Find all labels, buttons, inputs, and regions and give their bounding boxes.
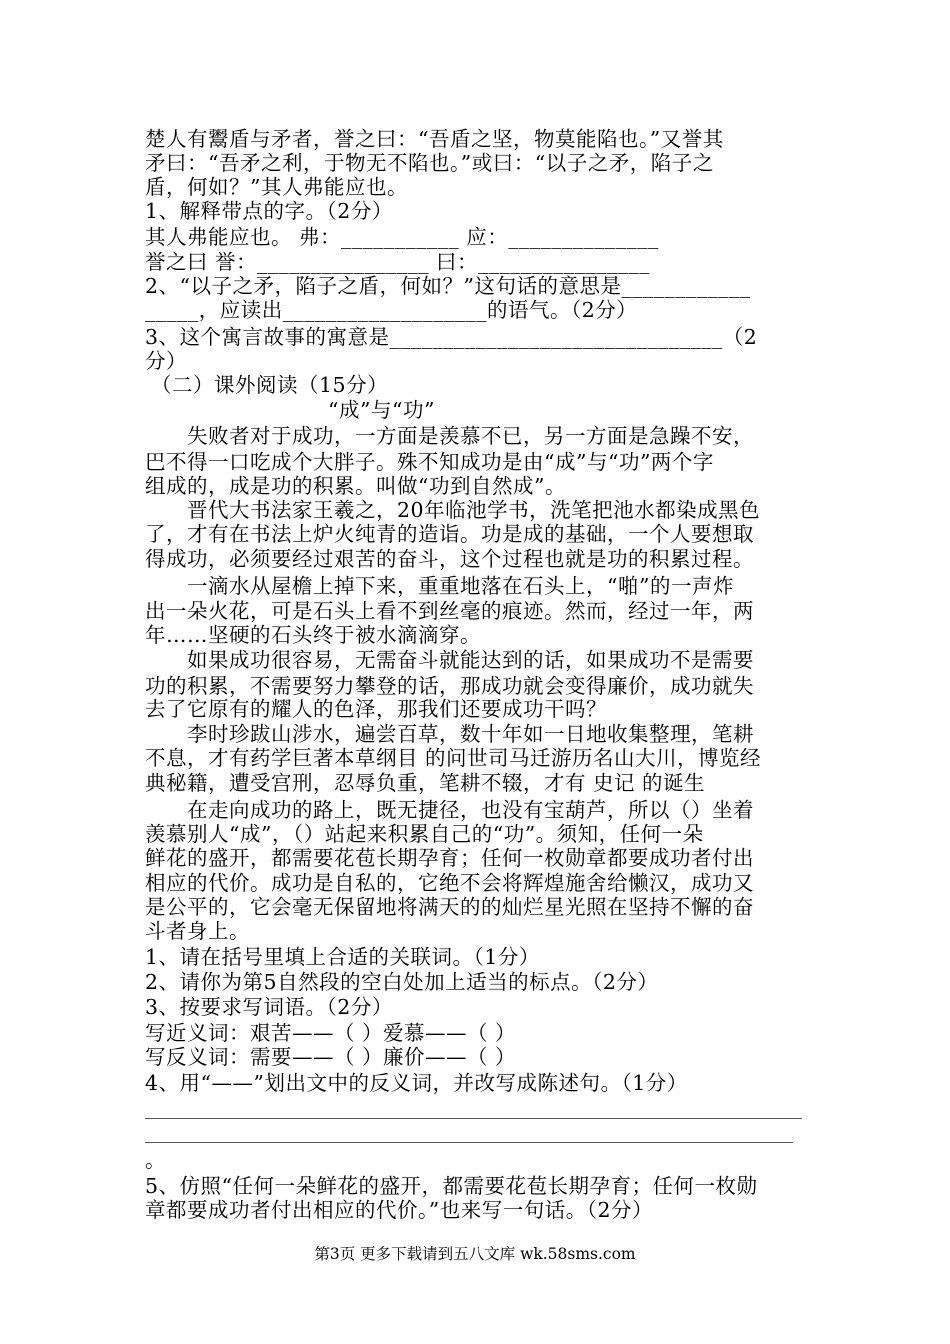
question-3: 3、这个寓言故事的寓意是_______________________________（2 [145,325,758,349]
paragraph-line: 不息，才有药学巨著本草纲目 的问世司马迁游历名山大川，博览经 [145,746,762,770]
paragraph-line: 相应的代价。成功是自私的，它绝不会将辉煌施舍给懒汉，成功又 [145,871,754,895]
paragraph-line: 是公平的，它会毫无保留地将满天的的灿烂星光照在坚持不懈的奋 [145,895,754,919]
paragraph-line: 得成功，必须要经过艰苦的奋斗，这个过程也就是功的积累过程。 [145,547,754,571]
paragraph-line: 李时珍跋山涉水，遍尝百草，数十年如一日地收集整理，笔耕 [187,722,754,746]
paragraph-line: 鲜花的盛开，都需要花苞长期孕育；任何一枚勋章都要成功者付出 [145,846,754,870]
paragraph-line: 晋代大书法家王羲之，20年临池学书，洗笔把池水都染成黑色 [187,498,761,522]
paragraph-line: 如果成功很容易，无需奋斗就能达到的话，如果成功不是需要 [187,648,754,672]
paragraph-line: 在走向成功的路上，既无捷径，也没有宝葫芦，所以（）坐着 [187,798,754,822]
passage-line: 矛曰：“吾矛之利，于物无不陷也。”或曰：“以子之矛，陷子之 [145,151,714,175]
answer-rule [145,1118,802,1119]
question-2-cont: _____，应读出___________________的语气。（2分） [145,298,638,322]
paragraph-line: 去了它原有的耀人的色泽，那我们还要成功干吗？ [145,697,607,721]
paragraph-line: 出一朵火花，可是石头上看不到丝毫的痕迹。然而，经过一年，两 [145,599,754,623]
paragraph-line: 羡慕别人“成”，（）站起来积累自己的“功”。须知，任何一朵 [145,822,704,846]
paragraph-line: 了，才有在书法上炉火纯青的造诣。功是成的基础，一个人要想取 [145,522,754,546]
exercise-3-synonyms: 写近义词：艰苦——（ ）爱慕——（ ） [145,1021,517,1045]
paragraph-line: 年……坚硬的石头终于被水滴滴穿。 [145,623,481,647]
exercise-1: 1、请在括号里填上合适的关联词。（1分） [145,945,540,969]
paragraph-line: 组成的，成是功的积累。叫做“功到自然成”。 [145,474,566,498]
exercise-5-cont: 章都要成功者付出相应的代价。”也来写一句话。（2分） [145,1198,654,1222]
exercise-3: 3、按要求写词语。（2分） [145,995,393,1019]
article-title: “成”与“功” [328,398,435,422]
exercise-3-antonyms: 写反义词：需要——（ ）廉价——（ ） [145,1045,517,1069]
passage-line: 楚人有鬻盾与矛者，誉之曰：“吾盾之坚，物莫能陷也。”又誉其 [145,127,724,151]
answer-line: 誉之曰 誉：________________ 曰：________________ [145,250,651,274]
section-heading: （二）课外阅读（15分） [151,373,389,397]
exercise-5: 5、仿照“任何一朵鲜花的盛开，都需要花苞长期孕育；任何一枚勋 [145,1174,758,1198]
paragraph-line: 一滴水从屋檐上掉下来，重重地落在石头上，“啪”的一声炸 [187,574,734,598]
paragraph-line: 巴不得一口吃成个大胖子。殊不知成功是由“成”与“功”两个字 [145,450,714,474]
exercise-2: 2、请你为第5自然段的空白处加上适当的标点。（2分） [145,970,659,994]
paragraph-line: 斗者身上。 [145,919,250,943]
paragraph-line: 功的积累，不需要努力攀登的话，那成功就会变得廉价，成功就失 [145,674,754,698]
question-1: 1、解释带点的字。（2分） [145,199,393,223]
passage-line: 盾，何如？”其人弗能应也。 [145,175,408,199]
exercise-4: 4、用“——”划出文中的反义词，并改写成陈述句。（1分） [145,1071,688,1095]
paragraph-line: 失败者对于成功，一方面是羡慕不已，另一方面是急躁不安， [187,424,754,448]
question-2: 2、“以子之矛，陷子之盾，何如？”这句话的意思是____________ [145,274,751,298]
answer-rule [145,1142,793,1143]
page-footer: 第3页 更多下载请到五八文库 wk.58sms.com [314,1245,636,1263]
answer-period: 。 [145,1148,166,1172]
paragraph-line: 典秘籍，遭受宫刑，忍辱负重，笔耕不辍，才有 史记 的诞生 [145,771,706,795]
question-3-cont: 分） [145,349,187,373]
answer-line: 其人弗能应也。 弗：___________ 应：______________ [145,225,659,249]
